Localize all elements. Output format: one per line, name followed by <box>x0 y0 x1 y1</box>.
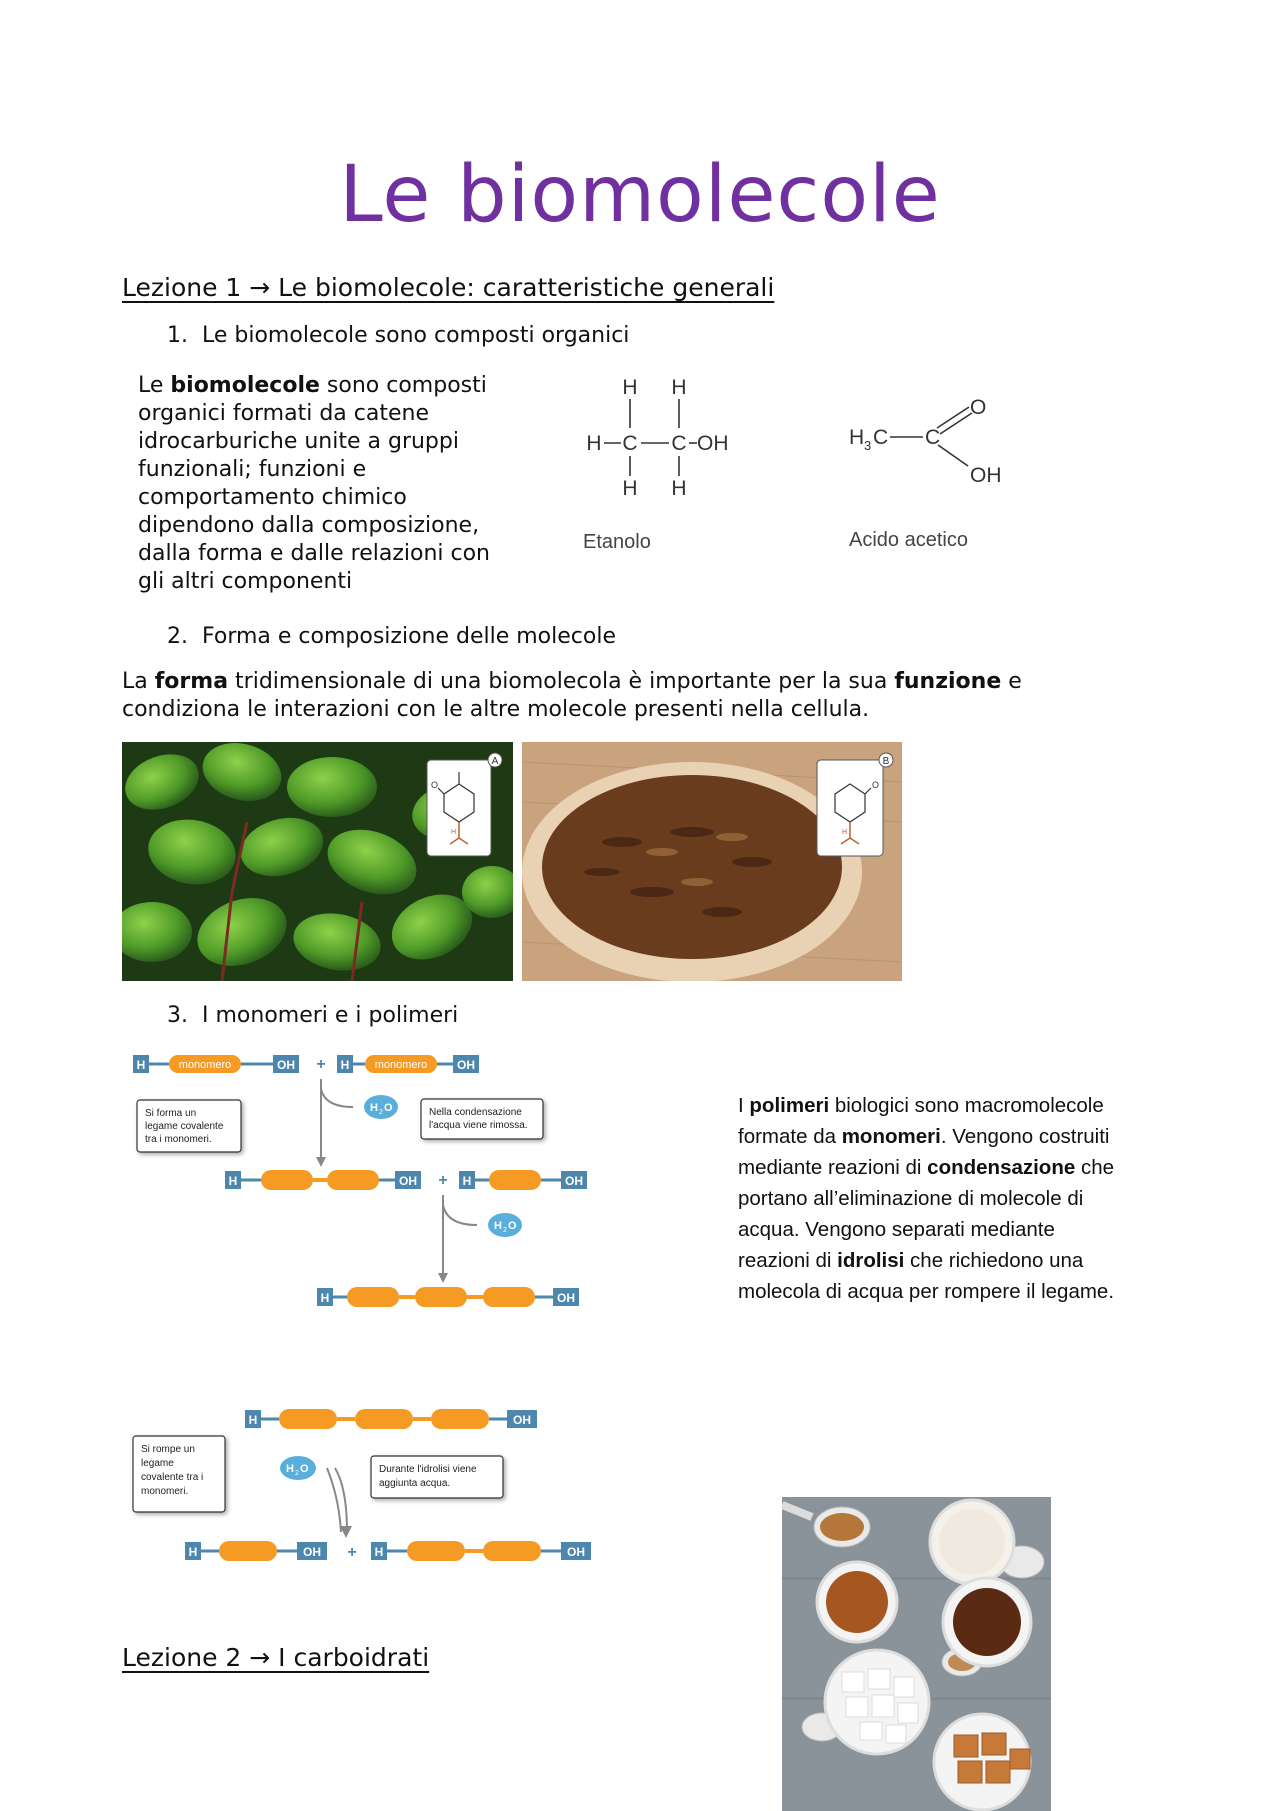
svg-text:2: 2 <box>503 1227 507 1234</box>
list-item-1 <box>150 323 629 348</box>
list-item-number: 3. <box>167 1003 188 1028</box>
acetic-acid-structure <box>845 390 1025 560</box>
svg-text:2: 2 <box>379 1109 383 1116</box>
svg-text:H: H <box>340 1058 350 1072</box>
svg-text:Nella condensazione l'acqu: Nella condensazione l'acqua viene rimossa. <box>429 1107 528 1131</box>
svg-text:H: H <box>374 1545 384 1559</box>
group-oh: OH <box>697 432 729 455</box>
list-item-2 <box>150 624 616 649</box>
svg-text:OH: OH <box>567 1545 585 1559</box>
atom-o: O <box>970 396 987 419</box>
svg-text:O: O <box>508 1220 517 1232</box>
svg-text:OH: OH <box>565 1174 583 1188</box>
hydrolysis-diagram <box>125 1398 615 1578</box>
svg-text:OH: OH <box>557 1291 575 1305</box>
svg-text:O: O <box>872 780 880 790</box>
atom-c: C <box>622 432 638 455</box>
atom-c: C <box>925 426 941 449</box>
svg-text:OH: OH <box>457 1058 475 1072</box>
bold-term: biomolecole <box>170 373 320 398</box>
page-title: Le biomolecole <box>339 150 941 240</box>
svg-text:H: H <box>462 1174 472 1188</box>
svg-text:H: H <box>451 829 457 836</box>
atom-h: H <box>671 477 687 500</box>
list-item-label: I monomeri e i polimeri <box>202 1003 459 1028</box>
svg-text:OH: OH <box>399 1174 417 1188</box>
badge-b: B <box>882 756 890 767</box>
svg-text:+: + <box>316 1056 326 1073</box>
svg-text:H: H <box>228 1174 238 1188</box>
svg-text:H: H <box>248 1413 258 1427</box>
ethanol-structure <box>580 368 780 558</box>
biomolecules-definition: Le biomolecole sono composti organici formati da catene idrocarburiche unite a gruppi funzionali; funzioni e comportamento chimico dipendono dalla composizione, dalla forma e dalle relazioni con gli altri componenti <box>138 373 490 594</box>
atom-h: H <box>849 426 865 449</box>
svg-text:monomero: monomero <box>374 1059 428 1071</box>
lesson-1-heading: Lezione 1 → Le biomolecole: caratteristiche generali <box>122 273 775 302</box>
svg-text:H: H <box>188 1545 198 1559</box>
svg-text:+: + <box>438 1172 448 1189</box>
atom-h: H <box>622 376 638 399</box>
list-item-label: Le biomolecole sono composti organici <box>202 323 630 348</box>
atom-h: H <box>671 376 687 399</box>
svg-text:Si forma un legame covalen: Si forma un legame covalente tra i monomeri. <box>145 1108 224 1145</box>
svg-text:2: 2 <box>295 1470 299 1477</box>
mint-photo <box>122 742 513 981</box>
svg-text:H: H <box>494 1220 502 1232</box>
svg-text:O: O <box>384 1102 393 1114</box>
shape-paragraph: La forma tridimensionale di una biomolecola è importante per la sua funzione e condiziona le interazioni con le altre molecole presenti nella cellula. <box>122 669 1022 722</box>
badge-a: A <box>491 756 499 767</box>
svg-text:O: O <box>431 780 439 790</box>
svg-text:Si rompe un legame cov: Si rompe un legame covalente tra i monomeri. <box>141 1444 204 1497</box>
sugars-photo <box>782 1497 1051 1811</box>
svg-text:H: H <box>320 1291 330 1305</box>
svg-text:OH: OH <box>277 1058 295 1072</box>
atom-c: C <box>671 432 687 455</box>
svg-text:H: H <box>286 1463 294 1475</box>
svg-text:Durante l'idrolisi viene a: Durante l'idrolisi viene aggiunta acqua. <box>379 1464 477 1489</box>
group-oh: OH <box>970 464 1002 487</box>
polymers-paragraph: I polimeri biologici sono macromolecole formate da monomeri. Vengono costruiti mediante reazioni di condensazione che portano all’eliminazione di molecole di acqua. Vengono separati mediante reazioni di idrolisi che richiedono una molecola di acqua per rompere il legame. <box>738 1094 1115 1303</box>
svg-text:H: H <box>136 1058 146 1072</box>
lesson-2-heading: Lezione 2 → I carboidrati <box>122 1643 430 1672</box>
atom-c: C <box>873 426 889 449</box>
atom-h: H <box>586 432 602 455</box>
list-item-label: Forma e composizione delle molecole <box>202 624 616 649</box>
svg-text:monomero: monomero <box>178 1059 232 1071</box>
list-item-number: 2. <box>167 624 188 649</box>
subscript: 3 <box>864 438 872 453</box>
svg-text:+: + <box>347 1544 357 1561</box>
svg-text:OH: OH <box>303 1545 321 1559</box>
list-item-3 <box>150 1003 458 1028</box>
atom-h: H <box>622 477 638 500</box>
svg-text:H: H <box>842 829 848 836</box>
list-item-number: 1. <box>167 323 188 348</box>
svg-text:O: O <box>300 1463 309 1475</box>
svg-text:OH: OH <box>513 1413 531 1427</box>
condensation-diagram <box>125 1045 615 1330</box>
acetic-caption: Acido acetico <box>849 529 968 551</box>
caraway-photo <box>522 742 902 981</box>
svg-text:H: H <box>370 1102 378 1114</box>
ethanol-caption: Etanolo <box>583 531 651 553</box>
